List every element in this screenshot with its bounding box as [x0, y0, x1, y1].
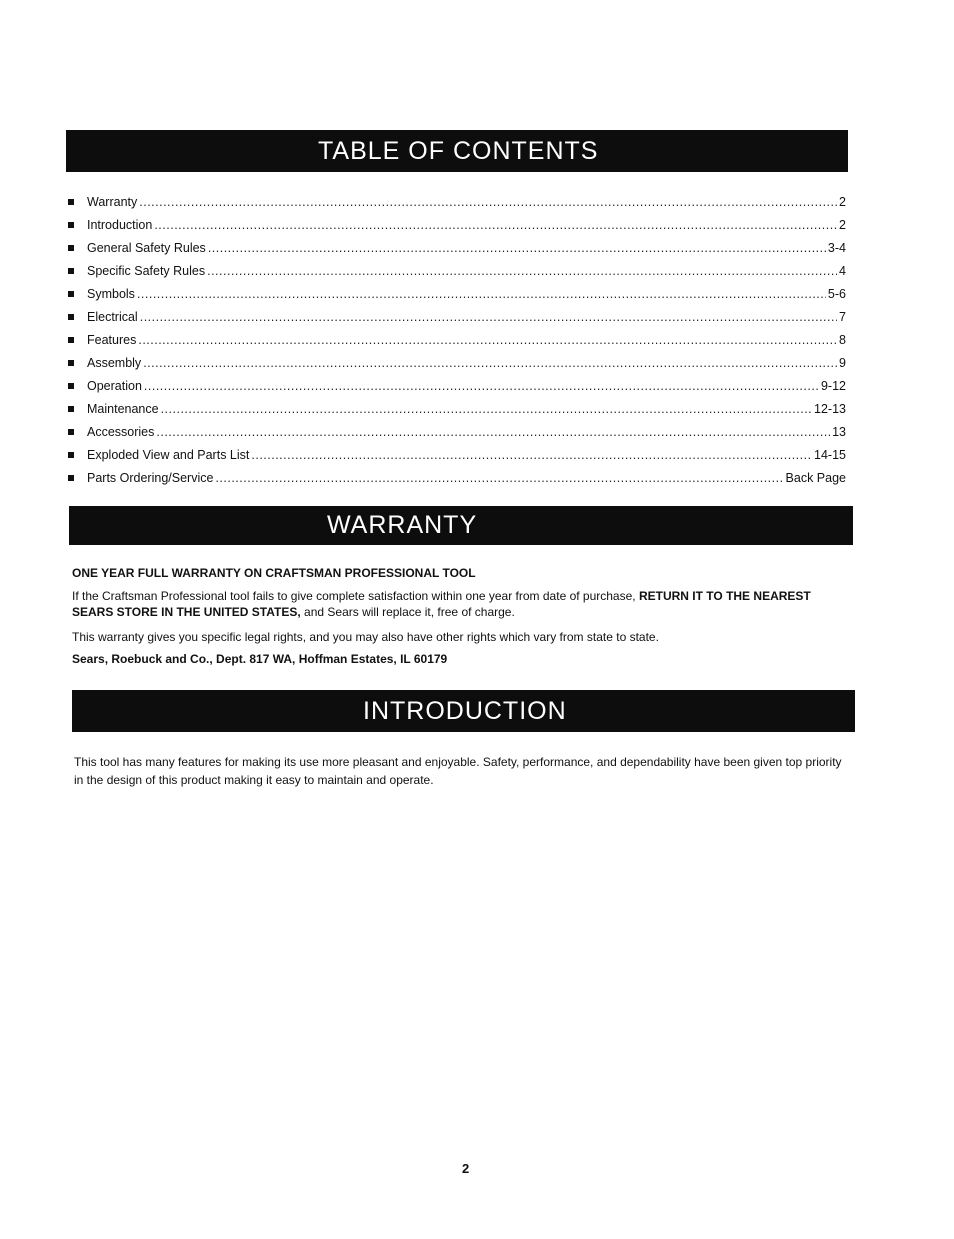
toc-item-label: Symbols [87, 287, 135, 301]
toc-item-label: Introduction [87, 218, 153, 232]
toc-item-exploded-view [68, 444, 846, 467]
dot-leader [207, 260, 837, 283]
warranty-paragraph-text: If the Craftsman Professional tool fails to give complete satisfaction within one year from date of purchase, [72, 589, 639, 603]
square-bullet-icon [68, 245, 74, 251]
toc-item-introduction [68, 214, 846, 237]
dot-leader [140, 306, 837, 329]
warranty-section [72, 565, 848, 667]
toc-item-label: Specific Safety Rules [87, 264, 206, 278]
square-bullet-icon [68, 314, 74, 320]
toc-item-page: 2 [839, 195, 846, 209]
toc-item-warranty [68, 191, 846, 214]
dot-leader [156, 421, 830, 444]
introduction-heading-banner [72, 690, 855, 732]
dot-leader [139, 191, 837, 214]
toc-item-page: 13 [832, 425, 846, 439]
square-bullet-icon [68, 429, 74, 435]
dot-leader [143, 352, 837, 375]
square-bullet-icon [68, 475, 74, 481]
toc-item-page: 14-15 [814, 448, 846, 462]
toc-item-page: 8 [839, 333, 846, 347]
toc-item-label: Assembly [87, 356, 142, 370]
toc-item-label: Warranty [87, 195, 138, 209]
toc-item-label: Parts Ordering/Service [87, 471, 214, 485]
square-bullet-icon [68, 406, 74, 412]
square-bullet-icon [68, 222, 74, 228]
dot-leader [251, 444, 812, 467]
toc-item-label: Accessories [87, 425, 155, 439]
toc-item-parts-ordering [68, 467, 846, 490]
dot-leader [144, 375, 819, 398]
toc-item-electrical [68, 306, 846, 329]
toc-item-label: Electrical [87, 310, 138, 324]
toc-item-maintenance [68, 398, 846, 421]
introduction-body: This tool has many features for making its use more pleasant and enjoyable. Safety, performance, and dependability have been given top priority in the design of this product making it easy to maintain and operate. [74, 755, 842, 787]
square-bullet-icon [68, 268, 74, 274]
warranty-heading: WARRANTY [327, 511, 478, 539]
square-bullet-icon [68, 337, 74, 343]
toc-item-label: Features [87, 333, 137, 347]
square-bullet-icon [68, 360, 74, 366]
warranty-paragraph-end: and Sears will replace it, free of charge. [300, 605, 515, 619]
toc-item-page: 4 [839, 264, 846, 278]
warranty-return-notice: RETURN IT TO THE NEAREST SEARS STORE IN THE UNITED STATES, [72, 589, 811, 619]
toc-item-page: 7 [839, 310, 846, 324]
toc-item-accessories [68, 421, 846, 444]
dot-leader [208, 237, 826, 260]
warranty-rights-text: This warranty gives you specific legal rights, and you may also have other rights which vary from state to state. [72, 630, 659, 644]
warranty-address: Sears, Roebuck and Co., Dept. 817 WA, Hoffman Estates, IL 60179 [72, 652, 448, 666]
square-bullet-icon [68, 452, 74, 458]
dot-leader [138, 329, 837, 352]
toc-item-symbols [68, 283, 846, 306]
dot-leader [215, 467, 783, 490]
toc-item-page: Back Page [785, 471, 846, 485]
dot-leader [161, 398, 812, 421]
toc-item-general-safety-rules [68, 237, 846, 260]
warranty-subheading: ONE YEAR FULL WARRANTY ON CRAFTSMAN PROFESSIONAL TOOL [72, 566, 476, 580]
toc-item-page: 9-12 [820, 379, 846, 393]
introduction-heading: INTRODUCTION [363, 696, 567, 725]
square-bullet-icon [68, 383, 74, 389]
page-number: 2 [462, 1161, 470, 1176]
toc-item-features [68, 329, 846, 352]
toc-item-label: Exploded View and Parts List [87, 448, 250, 462]
toc-item-assembly [68, 352, 846, 375]
toc-item-page: 9 [839, 356, 846, 370]
warranty-paragraph [72, 588, 848, 620]
toc-heading-banner [66, 130, 848, 172]
toc-item-specific-safety-rules [68, 260, 846, 283]
toc-item-page: 3-4 [827, 241, 846, 255]
toc-item-label: General Safety Rules [87, 241, 206, 255]
toc-item-operation [68, 375, 846, 398]
dot-leader [154, 214, 837, 237]
toc-heading: TABLE OF CONTENTS [318, 136, 599, 165]
toc-item-label: Maintenance [87, 402, 159, 416]
toc-item-label: Operation [87, 379, 142, 393]
toc-item-page: 5-6 [827, 287, 846, 301]
square-bullet-icon [68, 199, 74, 205]
dot-leader [137, 283, 826, 306]
toc-item-page: 2 [839, 218, 846, 232]
square-bullet-icon [68, 291, 74, 297]
toc-item-page: 12-13 [814, 402, 846, 416]
warranty-heading-banner [69, 506, 853, 545]
table-of-contents-list [68, 191, 846, 490]
